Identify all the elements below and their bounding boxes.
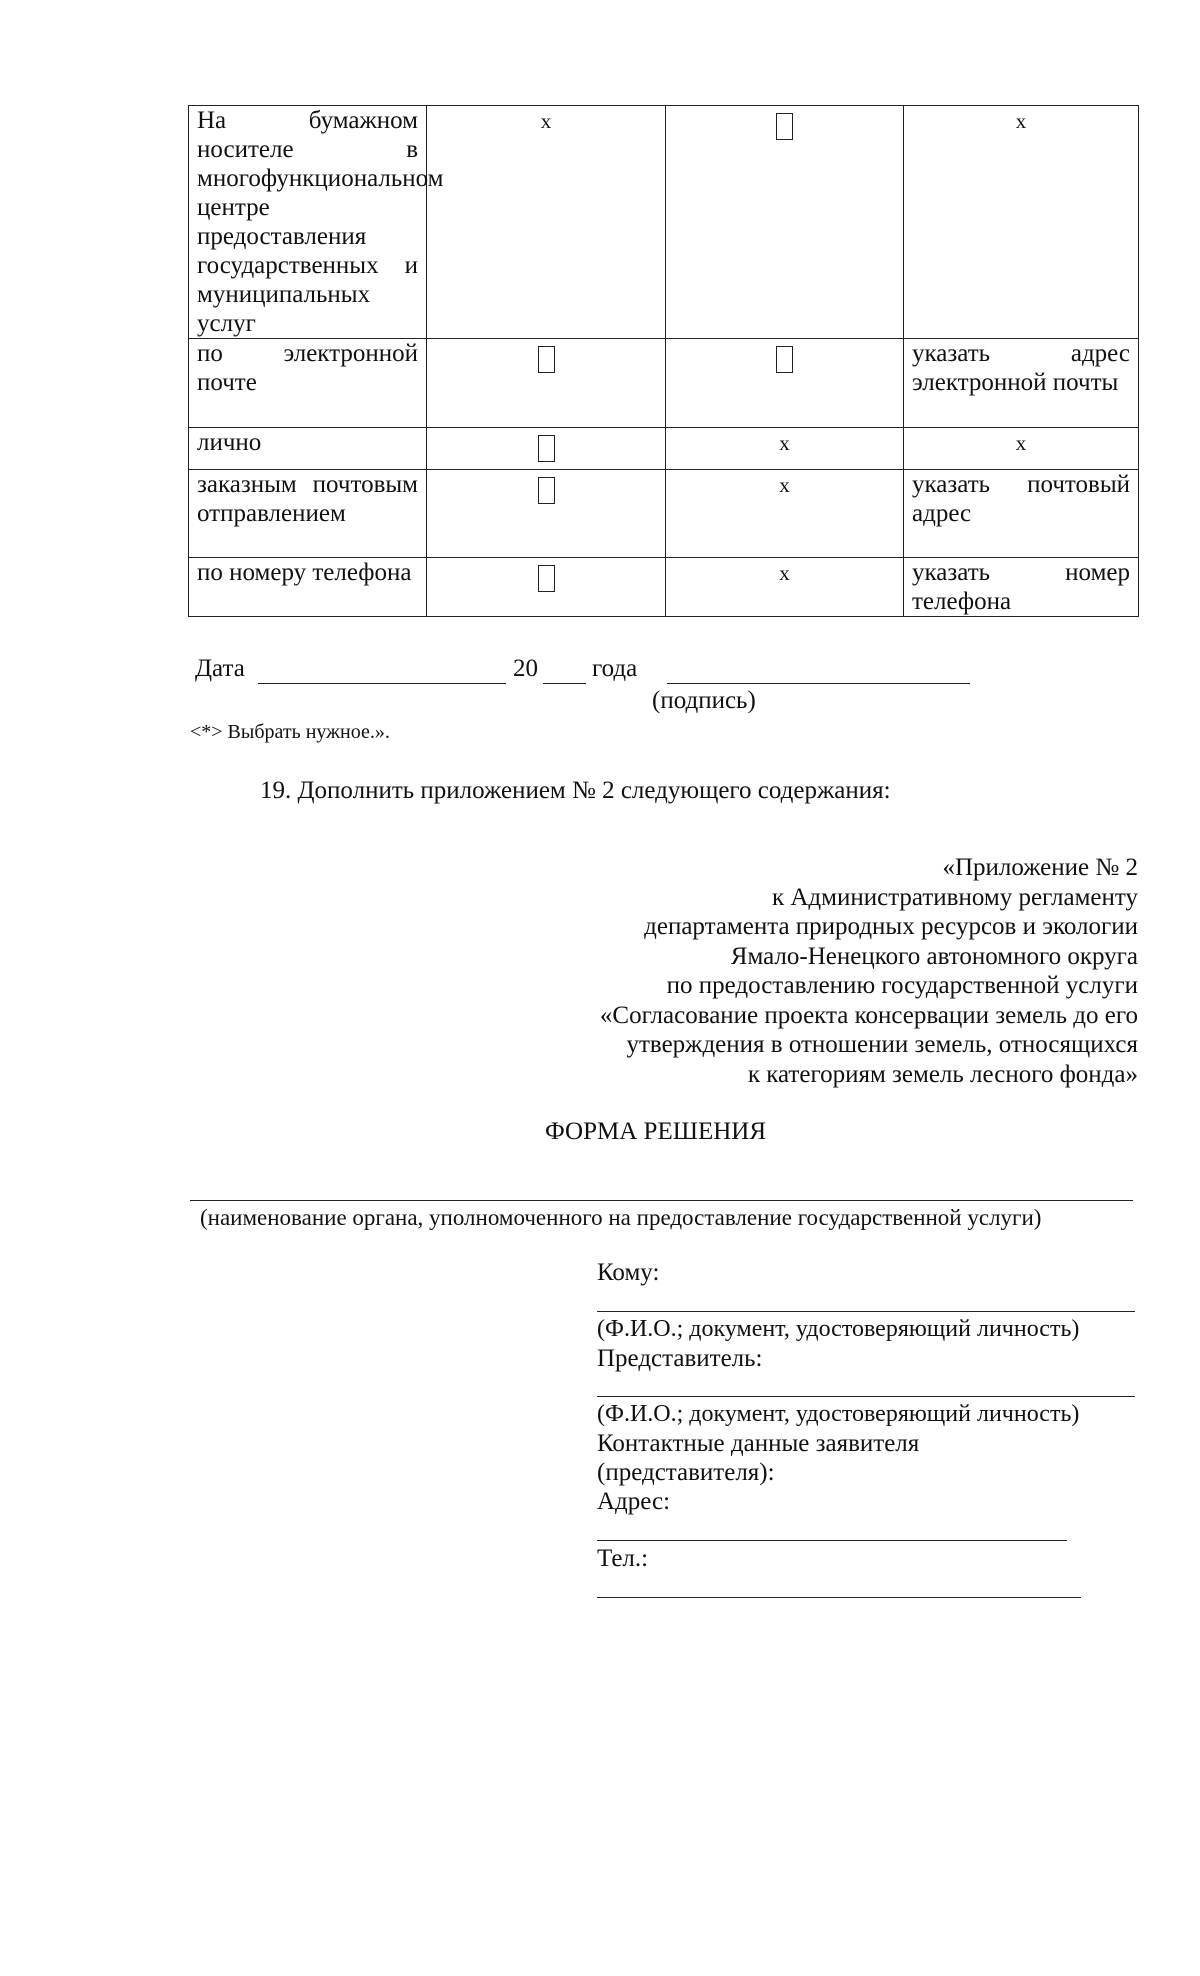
mark-cell-c3 [666, 558, 904, 617]
address-label: Адрес: [597, 1488, 671, 1515]
instruction-cell: указать почтовый адрес [904, 470, 1139, 558]
checkbox-icon[interactable] [776, 346, 793, 373]
delivery-method-table [188, 105, 1139, 617]
to-label: Кому: [597, 1259, 660, 1286]
mark-cell-c2 [427, 106, 666, 339]
date-blank-line [258, 683, 506, 684]
table-row [189, 339, 1139, 428]
mark-cell-c2 [427, 428, 666, 470]
cross-mark: х [1015, 431, 1027, 455]
cross-mark: х [779, 431, 790, 455]
table-row [189, 428, 1139, 470]
representative-label: Представитель: [597, 1345, 763, 1372]
table-row [189, 558, 1139, 617]
signature-blank-line [667, 683, 970, 684]
delivery-method-cell: На бумажном носителе в многофункциональном центре предоставления государственных и муниципальных услуг [189, 106, 427, 339]
year-suffix: года [592, 655, 638, 682]
delivery-method-cell: заказным почтовым отправлением [189, 470, 427, 558]
date-label: Дата [195, 655, 245, 682]
mark-cell-c2 [427, 470, 666, 558]
appendix-line: Ямало-Ненецкого автономного округа [730, 942, 1138, 970]
table-row [189, 470, 1139, 558]
contacts-line-1: Контактные данные заявителя [597, 1430, 920, 1457]
appendix-line: «Приложение № 2 [942, 854, 1138, 881]
appendix-line: по предоставлению государственной услуги [666, 972, 1138, 999]
cross-mark: х [1015, 109, 1027, 133]
mark-cell-c3 [666, 106, 904, 339]
mark-cell-c3 [666, 428, 904, 470]
mark-cell-c2 [427, 339, 666, 428]
appendix-line: департамента природных ресурсов и экологии [644, 913, 1138, 940]
instruction-cell [904, 106, 1139, 339]
table-row [189, 106, 1139, 339]
checkbox-icon[interactable] [538, 435, 555, 462]
instruction-cell [904, 428, 1139, 470]
appendix-line: к Административному регламенту [771, 883, 1138, 911]
fio-caption-1: (Ф.И.О.; документ, удостоверяющий личность) [597, 1316, 1080, 1342]
checkbox-icon[interactable] [776, 113, 793, 140]
cross-mark: х [779, 473, 790, 497]
phone-label: Тел.: [597, 1545, 649, 1572]
appendix-line: утверждения в отношении земель, относящихся [626, 1031, 1138, 1058]
checkbox-icon[interactable] [538, 346, 555, 373]
footnote: <*> Выбрать нужное.». [190, 721, 390, 743]
year-prefix: 20 [513, 655, 538, 682]
authority-caption: (наименование органа, уполномоченного на предоставление государственной услуги) [200, 1205, 1042, 1230]
instruction-cell: указать адрес электронной почты [904, 339, 1139, 428]
appendix-header [600, 853, 1138, 1089]
fio-caption-2: (Ф.И.О.; документ, удостоверяющий личность) [597, 1401, 1080, 1427]
checkbox-icon[interactable] [538, 477, 555, 504]
cross-mark: х [779, 561, 790, 585]
appendix-line: «Согласование проекта консервации земель до его [599, 1001, 1138, 1029]
phone-blank-line [597, 1597, 1081, 1598]
signature-caption: (подпись) [652, 687, 756, 714]
contacts-line-2: (представителя): [597, 1459, 775, 1486]
mark-cell-c3 [666, 470, 904, 558]
delivery-method-cell: лично [189, 428, 427, 470]
delivery-method-cell: по номеру телефона [189, 558, 427, 617]
representative-blank-line [597, 1396, 1135, 1397]
mark-cell-c2 [427, 558, 666, 617]
instruction-cell: указать номер телефона [904, 558, 1139, 617]
delivery-method-cell: по электронной почте [189, 339, 427, 428]
year-blank-line [543, 683, 586, 684]
mark-cell-c3 [666, 339, 904, 428]
authority-blank-line [190, 1200, 1133, 1201]
address-blank-line [597, 1540, 1067, 1541]
item-19-text: 19. Дополнить приложением № 2 следующего содержания: [260, 777, 891, 804]
form-title: ФОРМА РЕШЕНИЯ [545, 1118, 766, 1145]
cross-mark: х [540, 109, 552, 133]
appendix-line: к категориям земель лесного фонда» [747, 1060, 1138, 1088]
recipient-blank-line [597, 1311, 1135, 1312]
checkbox-icon[interactable] [538, 565, 555, 592]
